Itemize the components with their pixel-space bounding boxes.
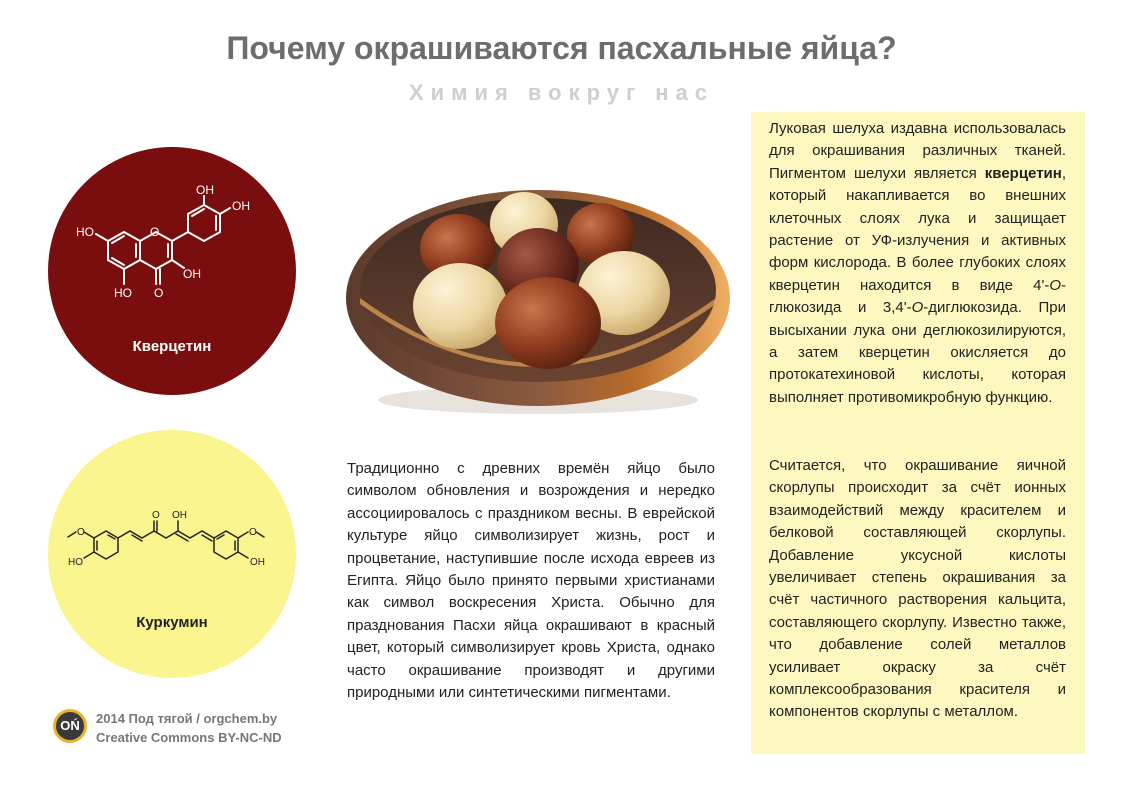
paragraph-text: -диглюкозида. При высыхании лука они деглюкозилируются, а затем кверцетин окисляется до протокатехиновой кислоты, которая выполняет противомикробную функцию.	[769, 299, 1066, 406]
tradition-paragraph: Традиционно с древних времён яйцо было символом обновления и возрождения и нередко ассоциировалось с праздником весны. В еврейской культуре яйцо символизирует жизнь, рост и процветание, наступившие после исхода евреев из Египта. Яйцо было принято первыми христианами как символ воскресения Христа. Обычно для празднования Пасхи яйца окрашивают в красный цвет, который символизирует кровь Христа, однако часто окрашивание производят и другими природными или синтетическими пигментами.	[347, 460, 715, 702]
quercetin-ho-left: HO	[76, 225, 94, 239]
quercetin-paragraph	[769, 118, 1066, 409]
footer-credits	[96, 709, 282, 747]
curcumin-o-left: O	[77, 527, 85, 538]
curcumin-ho-left: HO	[68, 557, 83, 568]
egg-bowl-image	[338, 178, 738, 418]
curcumin-o-right: O	[249, 527, 257, 538]
paragraph-text: -глюкозида и 3,4'-	[769, 276, 1066, 317]
curcumin-structure	[58, 505, 288, 575]
orgchem-logo: OŃ	[53, 709, 87, 743]
curcumin-label: Куркумин	[136, 614, 208, 631]
footer-line-2: Creative Commons BY-NC-ND	[96, 730, 282, 745]
quercetin-structure	[70, 180, 280, 320]
quercetin-oh-ring: OH	[183, 267, 201, 281]
curcumin-oh-enol: OH	[172, 510, 187, 521]
quercetin-term: кверцетин	[984, 164, 1062, 182]
quercetin-oh-2: OH	[232, 199, 250, 213]
page-subtitle: Химия вокруг нас	[408, 80, 715, 105]
quercetin-oh-1: OH	[196, 183, 214, 197]
quercetin-o-ring: O	[150, 225, 160, 239]
curcumin-oh-right: OH	[250, 557, 265, 568]
paragraph-text: Луковая шелуха издавна использовалась для окрашивания различных тканей. Пигментом шелухи является	[769, 120, 1066, 182]
quercetin-ho-bottom: HO	[114, 286, 132, 300]
quercetin-o-carbonyl: O	[154, 286, 164, 300]
footer-line-1: 2014 Под тягой / orgchem.by	[96, 711, 278, 726]
quercetin-label: Кверцетин	[132, 338, 212, 355]
page-title: Почему окрашиваются пасхальные яйца?	[226, 30, 897, 66]
italic-o: O	[1049, 276, 1061, 294]
paragraph-text: , который накапливается во внешних клеточных слоях лука и защищает растение от УФ-излучения и активных форм кислорода. В более глубоких слоях кверцетин находится в виде 4'-	[769, 164, 1066, 294]
dyeing-mechanism-paragraph: Считается, что окрашивание яичной скорлупы происходит за счёт ионных взаимодействий между красителем и белковой составляющей скорлупы. Добавление уксусной кислоты увеличивает степень окрашивания за счёт частичного растворения кальцита, составляющего скорлупу. Известно также, что добавление солей металлов усиливает окраску за счёт комплексообразования красителя и компонентов скорлупы с металлом.	[769, 457, 1066, 721]
curcumin-o-keto: O	[152, 510, 160, 521]
italic-o: O	[911, 299, 924, 317]
